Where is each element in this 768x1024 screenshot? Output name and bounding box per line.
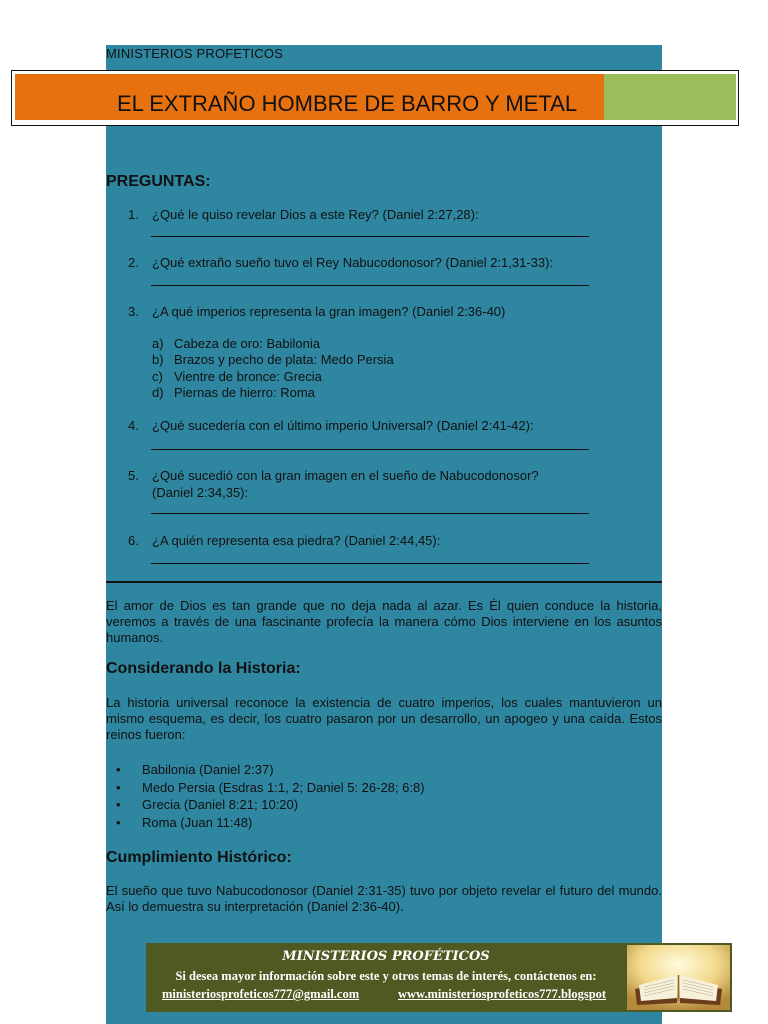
section-divider (106, 581, 662, 583)
answer-line (151, 563, 589, 564)
history-paragraph: La historia universal reconoce la existencia de cuatro imperios, los cuales mantuvieron un mismo esquema, es decir, los cuatro pasaron por un desarrollo, un apogeo y una caída. Estos reinos fueron: (106, 695, 662, 742)
footer-title: MINISTERIOS PROFÉTICOS (282, 949, 490, 964)
question-text: ¿Qué sucedería con el último imperio Universal? (Daniel 2:41-42): (152, 418, 534, 433)
sub-item-text: Cabeza de oro: Babilonia (174, 336, 320, 351)
footer-contact-text: Si desea mayor información sobre este y otros temas de interés, contáctenos en: (175, 969, 597, 983)
sub-item-letter: c) (152, 369, 163, 384)
sub-item-text: Piernas de hierro: Roma (174, 385, 315, 400)
history-heading: Considerando la Historia: (106, 660, 301, 677)
sub-item (152, 336, 320, 352)
questions-heading: PREGUNTAS: (106, 173, 211, 190)
sub-item (152, 352, 394, 368)
question-text: ¿Qué le quiso revelar Dios a este Rey? (Daniel 2:27,28): (152, 207, 479, 222)
question-text: ¿Qué sucedió con la gran imagen en el sueño de Nabucodonosor? (152, 468, 539, 483)
sub-item-text: Vientre de bronce: Grecia (174, 369, 322, 384)
question-text: ¿A quién representa esa piedra? (Daniel 2:44,45): (152, 533, 441, 548)
title-banner (11, 70, 739, 126)
answer-line (151, 513, 589, 514)
title-green-block (604, 74, 736, 120)
sub-item-letter: b) (152, 352, 164, 367)
answer-line (151, 285, 589, 286)
fulfillment-paragraph: El sueño que tuvo Nabucodonosor (Daniel 2:31-35) tuvo por objeto revelar el futuro del mundo. Así lo demuestra su interpretación (Daniel 2:36-40). (106, 883, 662, 914)
question-number: 2. (128, 255, 139, 270)
question-number: 1. (128, 207, 139, 222)
footer-email-link[interactable]: ministeriosprofeticos777@gmail.com (162, 987, 360, 1001)
intro-paragraph: El amor de Dios es tan grande que no deja nada al azar. Es Él quien conduce la historia, veremos a través de una fascinante profecía la manera cómo Dios interviene en los asuntos humanos. (106, 598, 662, 645)
question-text-continued: (Daniel 2:34,35): (152, 485, 249, 500)
question-number: 3. (128, 304, 139, 319)
question-number: 6. (128, 533, 139, 548)
answer-line (151, 236, 589, 237)
ministry-header: MINISTERIOS PROFETICOS (106, 46, 284, 61)
sub-item-letter: d) (152, 385, 164, 400)
page-title: EL EXTRAÑO HOMBRE DE BARRO Y METAL (117, 91, 578, 116)
fulfillment-heading: Cumplimiento Histórico: (106, 849, 292, 866)
list-item: • Roma (Juan 11:48) (116, 814, 425, 832)
sub-item-text: Brazos y pecho de plata: Medo Persia (174, 352, 394, 367)
list-item: • Medo Persia (Esdras 1:1, 2; Daniel 5: 26-28; 6:8) (116, 779, 425, 797)
question-number: 4. (128, 418, 139, 433)
contact-footer-banner (146, 943, 732, 1012)
question-number: 5. (128, 468, 139, 483)
sub-item (152, 385, 315, 401)
question-text: ¿Qué extraño sueño tuvo el Rey Nabucodonosor? (Daniel 2:1,31-33): (152, 255, 554, 270)
list-item: • Babilonia (Daniel 2:37) (116, 761, 425, 779)
sub-item (152, 369, 322, 385)
empire-list (116, 761, 425, 831)
answer-line (151, 449, 589, 450)
open-bible-icon (627, 945, 730, 1010)
footer-website-link[interactable]: www.ministeriosprofeticos777.blogspot (398, 987, 607, 1001)
list-item: • Grecia (Daniel 8:21; 10:20) (116, 796, 425, 814)
question-text: ¿A qué imperios representa la gran imagen? (Daniel 2:36-40) (152, 304, 506, 319)
sub-item-letter: a) (152, 336, 164, 351)
